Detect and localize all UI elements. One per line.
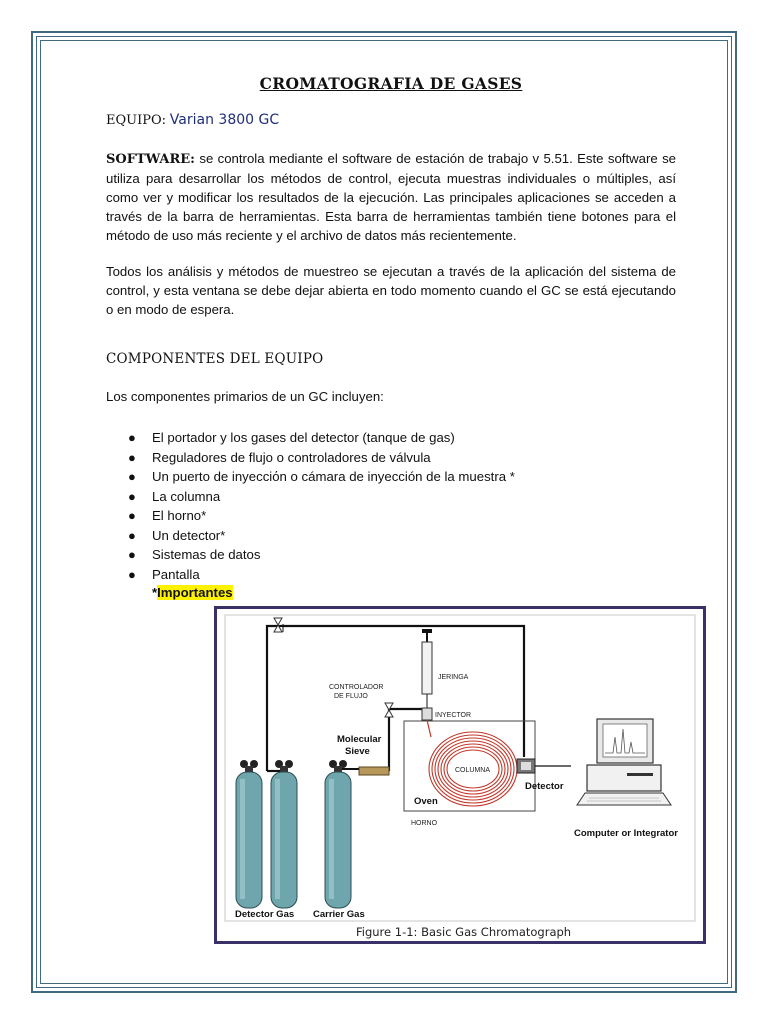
label-sieve: Sieve xyxy=(345,746,370,757)
label-controlador: CONTROLADOR xyxy=(329,684,384,691)
list-item: ● El horno* xyxy=(106,506,515,526)
label-horno: HORNO xyxy=(411,820,438,827)
label-computer: Computer or Integrator xyxy=(574,828,678,839)
syringe-cap xyxy=(422,629,432,633)
equipo-label: EQUIPO: xyxy=(106,113,167,128)
list-item: ● Pantalla xyxy=(106,565,515,585)
components-heading: COMPONENTES DEL EQUIPO xyxy=(106,351,324,367)
label-carrier-gas: Carrier Gas xyxy=(313,909,365,920)
software-label: SOFTWARE: xyxy=(106,152,195,167)
bullet-icon: ● xyxy=(128,469,136,484)
components-list xyxy=(106,428,515,584)
label-oven: Oven xyxy=(414,796,438,807)
important-note xyxy=(152,585,233,600)
software-paragraph xyxy=(106,149,676,245)
molecular-sieve-icon xyxy=(359,767,389,775)
list-item: ● Un detector* xyxy=(106,526,515,546)
label-inyector: INYECTOR xyxy=(435,712,472,719)
list-item: ● El portador y los gases del detector (tanque de gas) xyxy=(106,428,515,448)
label-jeringa: JERINGA xyxy=(438,674,469,681)
injector-block xyxy=(422,708,432,720)
equipo-value: Varian 3800 GC xyxy=(169,112,280,128)
list-item: ● Sistemas de datos xyxy=(106,545,515,565)
label-detector-gas: Detector Gas xyxy=(235,909,295,920)
figure-caption: Figure 1-1: Basic Gas Chromatograph xyxy=(356,925,572,939)
note-asterisk: * xyxy=(152,585,158,600)
list-item: ● Reguladores de flujo o controladores de válvula xyxy=(106,448,515,468)
label-columna: COLUMNA xyxy=(455,767,491,774)
list-item: ● La columna xyxy=(106,487,515,507)
components-intro: Los componentes primarios de un GC incluyen: xyxy=(106,389,384,404)
list-item: ● Un puerto de inyecciόn o cámara de inyección de la muestra * xyxy=(106,467,515,487)
gc-diagram-figure xyxy=(214,606,706,944)
note-highlight: Importantes xyxy=(157,585,233,600)
software-text: se controla mediante el software de estación de trabajo v 5.51. Este software se utiliza para desarrollar los métodos de control, ejecuta muestras individuales o múltiples, así como ver y modificar los resultados de la ejecución. Las principales aplicaciones se acceden a través de la barra de herramientas. Esta barra de herramientas también tiene botones para el método de uso más reciente y el archivo de datos más recientemente. xyxy=(106,151,676,243)
bullet-icon: ● xyxy=(128,449,136,465)
page-title: CROMATOGRAFIA DE GASES xyxy=(259,74,523,93)
bullet-icon: ● xyxy=(128,488,136,504)
bullet-icon: ● xyxy=(128,547,136,562)
bullet-icon: ● xyxy=(128,508,136,523)
bullet-icon: ● xyxy=(128,430,136,445)
detector-gas-cylinder-1-icon xyxy=(236,760,262,908)
bullet-icon: ● xyxy=(128,566,136,582)
detector-gas-cylinder-2-icon xyxy=(271,760,297,908)
control-paragraph: Todos los análisis y métodos de muestreo se ejecutan a través de la aplicación del sistema de control, y esta ventana se debe dejar abierta en todo momento cuando el GC se está ejecutando o en modo de espera. xyxy=(106,264,676,317)
gc-diagram xyxy=(217,609,703,941)
bullet-icon: ● xyxy=(128,527,136,543)
label-de-flujo: DE FLUJO xyxy=(334,693,368,700)
label-molecular: Molecular xyxy=(337,734,382,745)
label-detector: Detector xyxy=(525,781,564,792)
equipo-line xyxy=(106,112,279,128)
syringe-barrel xyxy=(422,642,432,694)
